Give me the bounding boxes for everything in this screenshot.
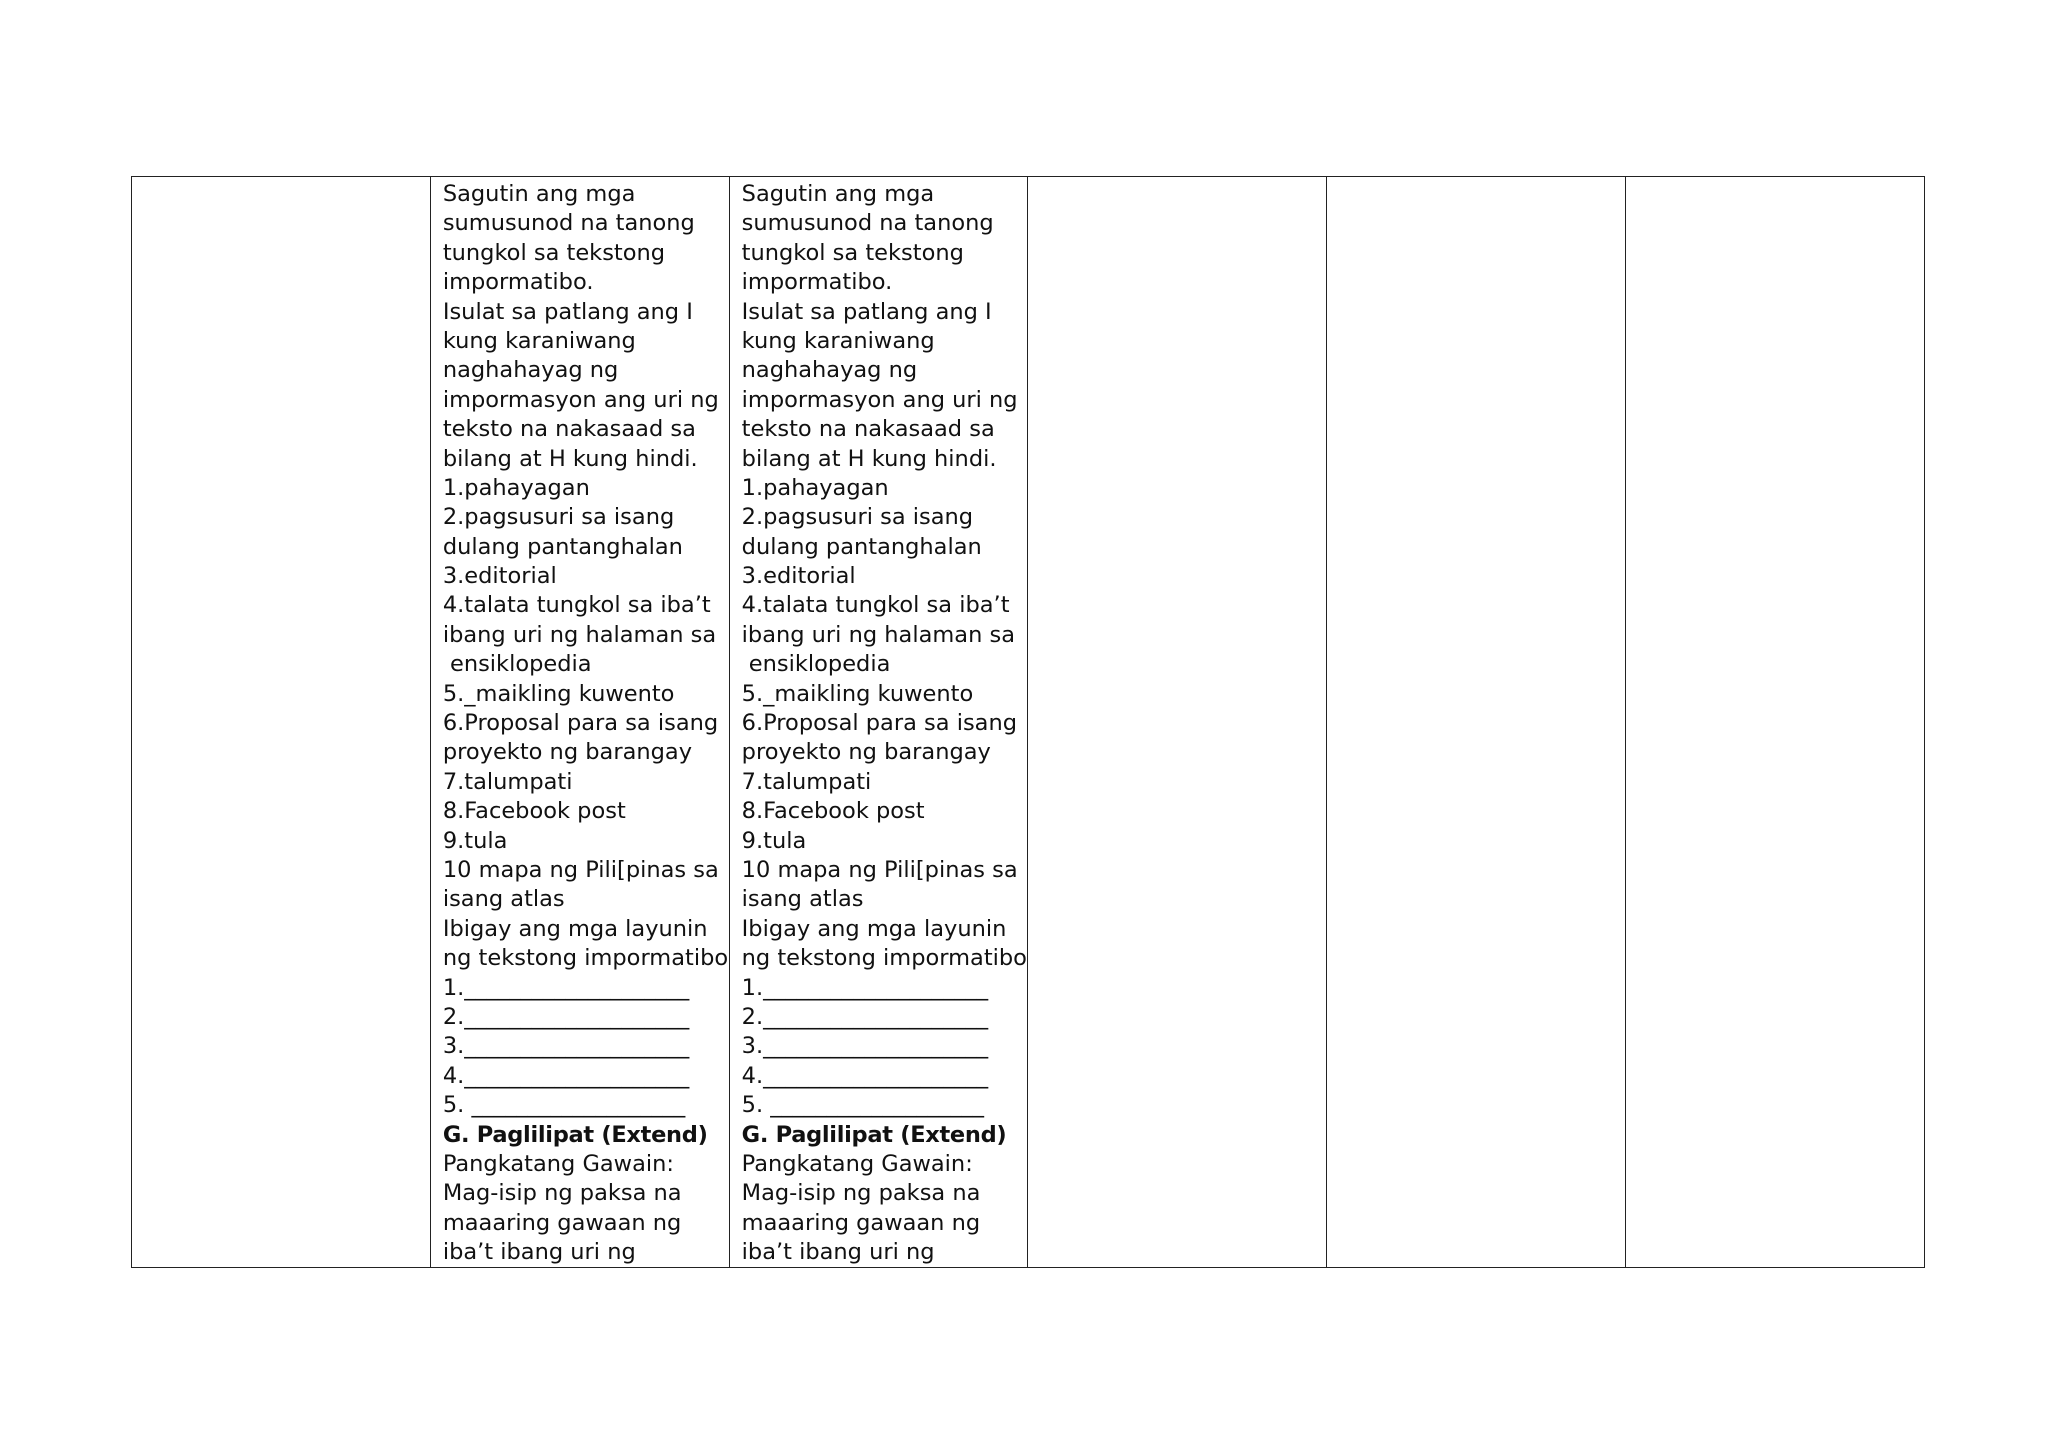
text-line: 2.pagsusuri sa isang [442,504,675,531]
text-line: 7.talumpati [741,768,872,795]
text-line: Sagutin ang mga [741,181,935,207]
text-line: impormasyon ang uri ng [442,386,719,413]
text-line: 3.editorial [741,563,856,590]
text-line: bilang at H kung hindi. [442,445,698,472]
text-line: impormatibo. [741,269,893,296]
text-line: Ibigay ang mga layunin [741,915,1007,942]
text-line: 8.Facebook post [741,798,925,825]
text-line: 4.talata tungkol sa iba’t [442,592,711,619]
table-cell-3 [729,177,1028,1268]
text-line: 10 mapa ng Pili[pinas sa [741,856,1018,883]
text-line: iba’t ibang uri ng [442,1239,636,1266]
text-line: 4.talata tungkol sa iba’t [741,592,1010,619]
section-heading: G. Paglilipat (Extend) [442,1121,708,1148]
text-line: tungkol sa tekstong [741,239,964,266]
cell-text [1028,177,1326,180]
text-line: impormatibo. [442,269,594,296]
table-cell-6 [1626,177,1925,1268]
text-line: 4.____________________ [741,1062,989,1089]
text-line: naghahayag ng [442,357,619,384]
text-line: sumusunod na tanong [741,210,994,237]
cell-text [431,177,729,1267]
text-line: Isulat sa patlang ang I [741,298,992,325]
text-line: naghahayag ng [741,357,918,384]
text-line: 7.talumpati [442,768,573,795]
cell-text [730,177,1028,1267]
text-line: Pangkatang Gawain: [442,1150,674,1177]
text-line: 5. ___________________ [442,1092,686,1119]
table-cell-2 [430,177,729,1268]
text-line: 10 mapa ng Pili[pinas sa [442,856,719,883]
text-line: ensiklopedia [442,651,592,678]
text-line: 3.____________________ [741,1033,989,1060]
text-line: 9.tula [442,827,508,854]
text-line: Mag-isip ng paksa na [442,1180,682,1207]
text-line: 1.____________________ [442,974,690,1001]
cell-text [132,177,430,180]
text-line: 6.Proposal para sa isang [442,710,719,737]
text-line: dulang pantanghalan [741,533,982,560]
text-line: ibang uri ng halaman sa [442,621,717,648]
text-line: 8.Facebook post [442,798,626,825]
text-line: Mag-isip ng paksa na [741,1180,981,1207]
text-line: isang atlas [741,886,864,913]
text-line: sumusunod na tanong [442,210,695,237]
text-line: 2.pagsusuri sa isang [741,504,974,531]
text-line: Sagutin ang mga [442,181,636,207]
text-line: 9.tula [741,827,807,854]
text-line: 5._maikling kuwento [442,680,675,707]
text-line: iba’t ibang uri ng [741,1239,935,1266]
text-line: isang atlas [442,886,565,913]
text-line: bilang at H kung hindi. [741,445,997,472]
text-line: ibang uri ng halaman sa [741,621,1015,648]
text-line: Isulat sa patlang ang I [442,298,693,325]
table-cell-1 [132,177,431,1268]
table-row [132,177,1925,1268]
text-line: proyekto ng barangay [741,739,991,766]
text-line: ng tekstong impormatibo [741,945,1027,972]
text-line: tungkol sa tekstong [442,239,666,266]
text-line: kung karaniwang [741,327,935,354]
text-line: 1.pahayagan [741,474,889,501]
text-line: 5. ___________________ [741,1092,985,1119]
section-heading: G. Paglilipat (Extend) [741,1121,1007,1148]
text-line: teksto na nakasaad sa [741,416,995,443]
text-line: 3.editorial [442,563,557,590]
text-line: 5._maikling kuwento [741,680,974,707]
text-line: Ibigay ang mga layunin [442,915,708,942]
table-cell-4 [1028,177,1327,1268]
cell-text [1626,177,1924,180]
text-line: ensiklopedia [741,651,891,678]
text-line: 2.____________________ [741,1003,989,1030]
text-line: impormasyon ang uri ng [741,386,1018,413]
text-line: 1.____________________ [741,974,989,1001]
text-line: ng tekstong impormatibo [442,945,729,972]
text-line: Pangkatang Gawain: [741,1150,973,1177]
text-line: 1.pahayagan [442,474,590,501]
cell-text [1327,177,1625,180]
text-line: proyekto ng barangay [442,739,693,766]
text-line: maaaring gawaan ng [442,1209,682,1236]
text-line: maaaring gawaan ng [741,1209,981,1236]
text-line: dulang pantanghalan [442,533,683,560]
text-line: teksto na nakasaad sa [442,416,696,443]
text-line: 4.____________________ [442,1062,690,1089]
text-line: 6.Proposal para sa isang [741,710,1018,737]
text-line: 2.____________________ [442,1003,690,1030]
lesson-plan-table [131,176,1925,1268]
text-line: 3.____________________ [442,1033,690,1060]
text-line: kung karaniwang [442,327,636,354]
table-cell-5 [1327,177,1626,1268]
